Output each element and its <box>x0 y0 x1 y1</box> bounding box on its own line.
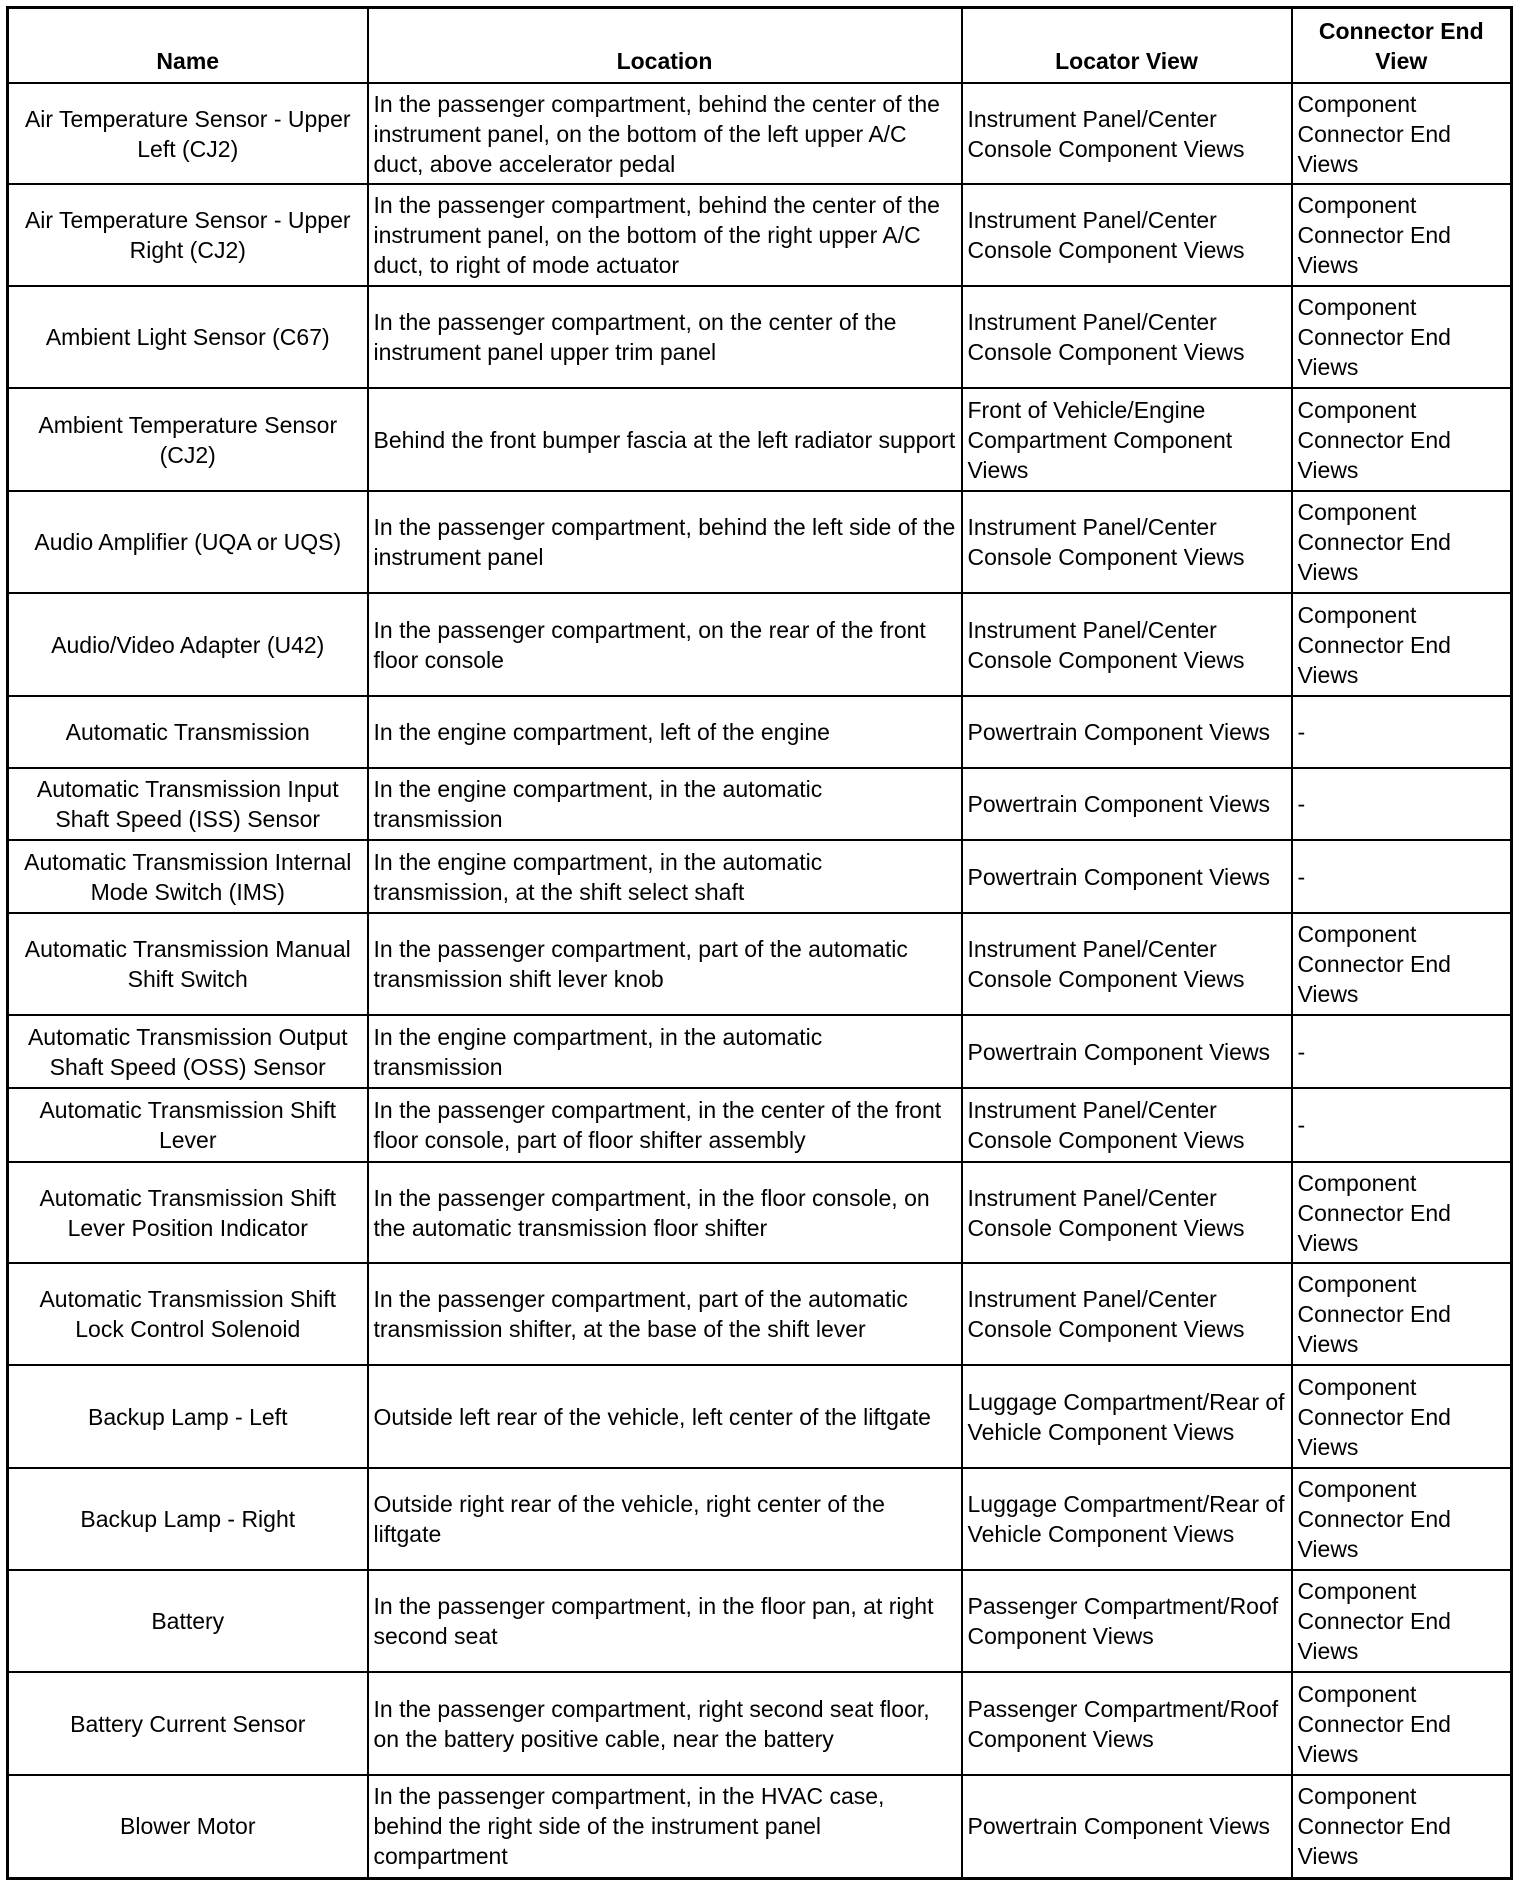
locator-view-cell: Instrument Panel/Center Console Component Views <box>962 286 1292 388</box>
locator-view-cell: Passenger Compartment/Roof Component Views <box>962 1672 1292 1775</box>
location-cell: In the engine compartment, in the automatic transmission <box>368 1015 962 1088</box>
connector-end-view-cell: Component Connector End Views <box>1292 184 1512 286</box>
locator-view-cell: Luggage Compartment/Rear of Vehicle Component Views <box>962 1468 1292 1570</box>
locator-view-cell: Passenger Compartment/Roof Component Views <box>962 1570 1292 1672</box>
location-cell: In the engine compartment, in the automatic transmission <box>368 768 962 840</box>
component-name-cell: Battery Current Sensor <box>8 1672 368 1775</box>
connector-end-view-cell: Component Connector End Views <box>1292 491 1512 593</box>
locator-view-cell: Powertrain Component Views <box>962 840 1292 913</box>
component-name-cell: Backup Lamp - Right <box>8 1468 368 1570</box>
connector-end-view-cell: - <box>1292 1088 1512 1162</box>
connector-end-view-cell: - <box>1292 696 1512 768</box>
component-name-cell: Audio Amplifier (UQA or UQS) <box>8 491 368 593</box>
table-row <box>8 1263 1512 1365</box>
table-row <box>8 184 1512 286</box>
table-row <box>8 1672 1512 1775</box>
connector-end-view-cell: - <box>1292 768 1512 840</box>
component-name-cell: Ambient Light Sensor (C67) <box>8 286 368 388</box>
connector-end-view-cell: Component Connector End Views <box>1292 1162 1512 1263</box>
component-name-cell: Blower Motor <box>8 1775 368 1878</box>
locator-view-cell: Instrument Panel/Center Console Component Views <box>962 1263 1292 1365</box>
component-name-cell: Backup Lamp - Left <box>8 1365 368 1468</box>
locator-view-cell: Instrument Panel/Center Console Component Views <box>962 184 1292 286</box>
locator-view-cell: Powertrain Component Views <box>962 768 1292 840</box>
connector-end-view-cell: - <box>1292 840 1512 913</box>
table-row <box>8 286 1512 388</box>
locator-view-cell: Instrument Panel/Center Console Component Views <box>962 913 1292 1015</box>
connector-end-view-cell: Component Connector End Views <box>1292 593 1512 696</box>
connector-end-view-cell: Component Connector End Views <box>1292 1570 1512 1672</box>
component-name-cell: Automatic Transmission Shift Lever Position Indicator <box>8 1162 368 1263</box>
location-cell: In the passenger compartment, part of the automatic transmission shift lever knob <box>368 913 962 1015</box>
header-locator-view: Locator View <box>962 8 1292 84</box>
table-row <box>8 1365 1512 1468</box>
connector-end-view-cell: Component Connector End Views <box>1292 388 1512 491</box>
component-locator-table <box>6 6 1513 1880</box>
locator-view-cell: Powertrain Component Views <box>962 1775 1292 1878</box>
location-cell: In the engine compartment, left of the engine <box>368 696 962 768</box>
locator-view-cell: Luggage Compartment/Rear of Vehicle Component Views <box>962 1365 1292 1468</box>
connector-end-view-cell: Component Connector End Views <box>1292 1672 1512 1775</box>
location-cell: In the passenger compartment, on the center of the instrument panel upper trim panel <box>368 286 962 388</box>
location-cell: In the passenger compartment, behind the center of the instrument panel, on the bottom of the left upper A/C duct, above accelerator pedal <box>368 83 962 184</box>
table-row <box>8 840 1512 913</box>
connector-end-view-cell: Component Connector End Views <box>1292 1775 1512 1878</box>
locator-view-cell: Powertrain Component Views <box>962 1015 1292 1088</box>
locator-view-cell: Instrument Panel/Center Console Component Views <box>962 1162 1292 1263</box>
connector-end-view-cell: Component Connector End Views <box>1292 1365 1512 1468</box>
connector-end-view-cell: Component Connector End Views <box>1292 913 1512 1015</box>
component-name-cell: Ambient Temperature Sensor (CJ2) <box>8 388 368 491</box>
location-cell: In the passenger compartment, part of the automatic transmission shifter, at the base of the shift lever <box>368 1263 962 1365</box>
location-cell: In the passenger compartment, right second seat floor, on the battery positive cable, near the battery <box>368 1672 962 1775</box>
table-row <box>8 1775 1512 1878</box>
location-cell: In the passenger compartment, in the floor console, on the automatic transmission floor shifter <box>368 1162 962 1263</box>
component-name-cell: Automatic Transmission Manual Shift Switch <box>8 913 368 1015</box>
component-name-cell: Automatic Transmission Shift Lock Control Solenoid <box>8 1263 368 1365</box>
location-cell: In the passenger compartment, in the center of the front floor console, part of floor shifter assembly <box>368 1088 962 1162</box>
header-connector-end-view: Connector End View <box>1292 8 1512 84</box>
table-row <box>8 1015 1512 1088</box>
location-cell: In the passenger compartment, behind the center of the instrument panel, on the bottom of the right upper A/C duct, to right of mode actuator <box>368 184 962 286</box>
component-name-cell: Automatic Transmission Internal Mode Switch (IMS) <box>8 840 368 913</box>
table-row <box>8 768 1512 840</box>
table-row <box>8 913 1512 1015</box>
component-name-cell: Battery <box>8 1570 368 1672</box>
component-name-cell: Automatic Transmission <box>8 696 368 768</box>
component-name-cell: Automatic Transmission Shift Lever <box>8 1088 368 1162</box>
table-row <box>8 1088 1512 1162</box>
table-row <box>8 491 1512 593</box>
header-name: Name <box>8 8 368 84</box>
location-cell: In the passenger compartment, behind the left side of the instrument panel <box>368 491 962 593</box>
connector-end-view-cell: Component Connector End Views <box>1292 286 1512 388</box>
locator-view-cell: Front of Vehicle/Engine Compartment Component Views <box>962 388 1292 491</box>
table-row <box>8 388 1512 491</box>
locator-view-cell: Powertrain Component Views <box>962 696 1292 768</box>
location-cell: Outside left rear of the vehicle, left center of the liftgate <box>368 1365 962 1468</box>
locator-view-cell: Instrument Panel/Center Console Component Views <box>962 1088 1292 1162</box>
location-cell: In the passenger compartment, on the rear of the front floor console <box>368 593 962 696</box>
location-cell: In the engine compartment, in the automatic transmission, at the shift select shaft <box>368 840 962 913</box>
location-cell: In the passenger compartment, in the floor pan, at right second seat <box>368 1570 962 1672</box>
table-row <box>8 696 1512 768</box>
location-cell: In the passenger compartment, in the HVAC case, behind the right side of the instrument panel compartment <box>368 1775 962 1878</box>
connector-end-view-cell: Component Connector End Views <box>1292 83 1512 184</box>
component-name-cell: Air Temperature Sensor - Upper Left (CJ2) <box>8 83 368 184</box>
connector-end-view-cell: - <box>1292 1015 1512 1088</box>
header-row <box>8 8 1512 84</box>
component-name-cell: Audio/Video Adapter (U42) <box>8 593 368 696</box>
component-name-cell: Air Temperature Sensor - Upper Right (CJ2) <box>8 184 368 286</box>
connector-end-view-cell: Component Connector End Views <box>1292 1263 1512 1365</box>
locator-view-cell: Instrument Panel/Center Console Component Views <box>962 593 1292 696</box>
header-location: Location <box>368 8 962 84</box>
location-cell: Behind the front bumper fascia at the left radiator support <box>368 388 962 491</box>
table-row <box>8 1570 1512 1672</box>
locator-view-cell: Instrument Panel/Center Console Component Views <box>962 491 1292 593</box>
locator-view-cell: Instrument Panel/Center Console Component Views <box>962 83 1292 184</box>
table-row <box>8 1162 1512 1263</box>
component-name-cell: Automatic Transmission Output Shaft Speed (OSS) Sensor <box>8 1015 368 1088</box>
connector-end-view-cell: Component Connector End Views <box>1292 1468 1512 1570</box>
component-name-cell: Automatic Transmission Input Shaft Speed (ISS) Sensor <box>8 768 368 840</box>
location-cell: Outside right rear of the vehicle, right center of the liftgate <box>368 1468 962 1570</box>
table-row <box>8 83 1512 184</box>
table-row <box>8 593 1512 696</box>
table-row <box>8 1468 1512 1570</box>
